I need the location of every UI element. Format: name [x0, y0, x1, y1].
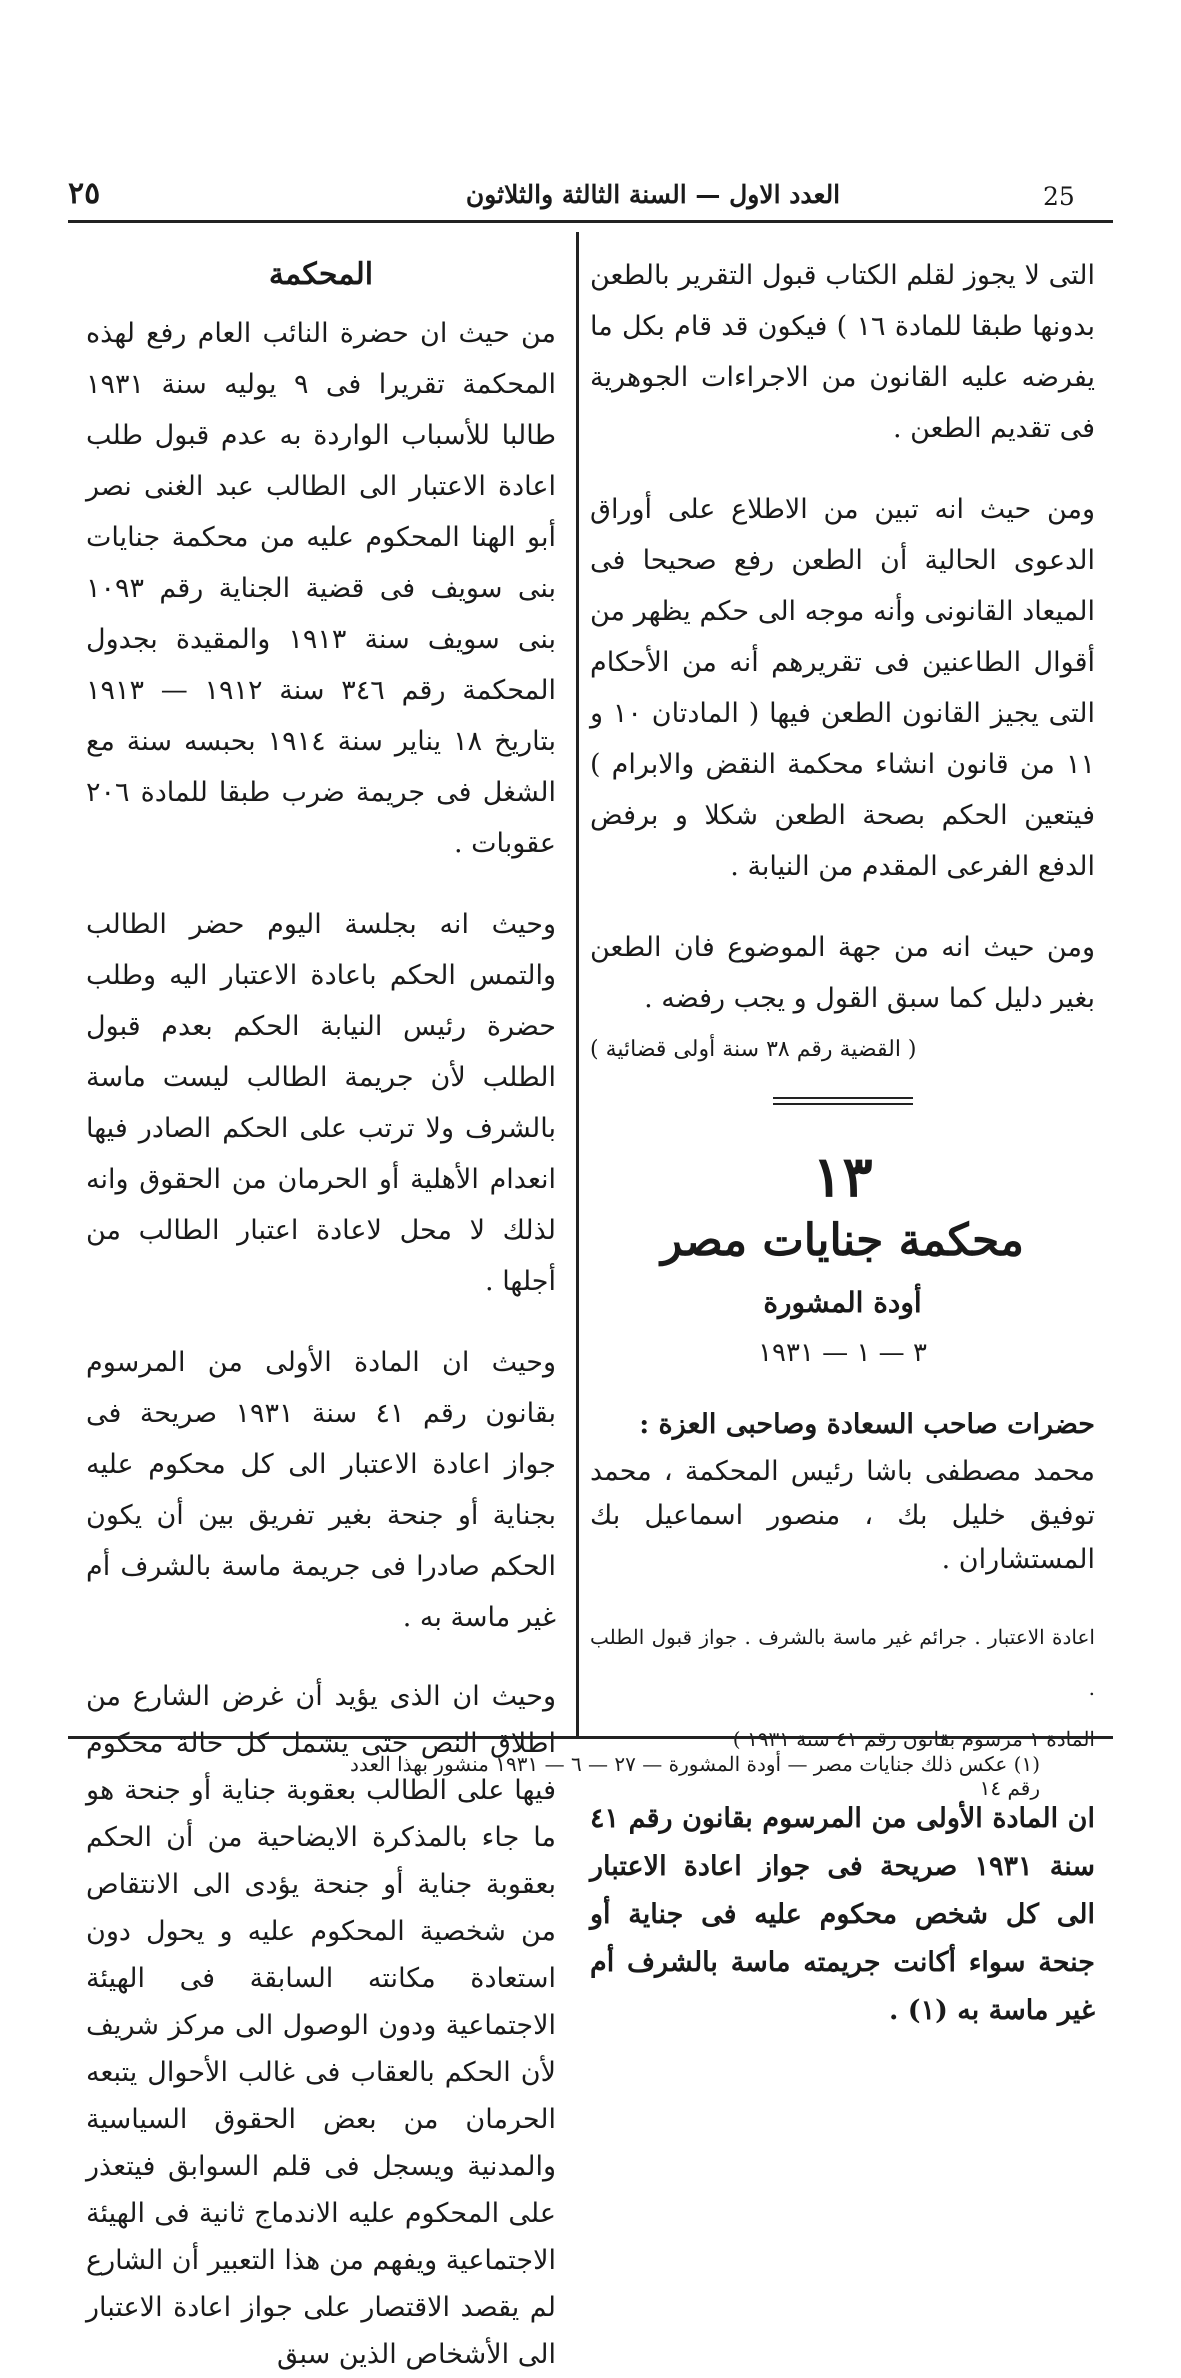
judges-intro: حضرات صاحب السعادة وصاحبى العزة : — [639, 1409, 1095, 1440]
court-name: محكمة جنايات مصر — [661, 1215, 1024, 1266]
case-number: ١٣ — [812, 1144, 873, 1210]
header-rule — [68, 220, 1113, 223]
principle: ان المادة الأولى من المرسوم بقانون رقم ٤١ سنة ١٩٣١ صريحة فى جواز اعادة الاعتبار الى كل شخص محكوم عليه فى جناية أو جنحة سواء أكانت جريمته ماسة بالشرف أم غير ماسة به (١) . — [590, 1803, 1095, 2026]
case-reference: ( القضية رقم ٣٨ سنة أولى قضائية ) — [590, 1037, 917, 1062]
column-divider — [576, 232, 579, 1737]
page-header — [68, 176, 1108, 216]
judges-list: محمد مصطفى باشا رئيس المحكمة ، محمد توفيق خليل بك ، منصور اسماعيل بك المستشاران . — [590, 1456, 1095, 1575]
footnote: (١) عكس ذلك جنايات مصر — أودة المشورة — ٢٧ — ٦ — ١٩٣١ منشور بهذا العدد رقم ١٤ — [350, 1752, 1040, 1800]
footnote-rule — [68, 1736, 1113, 1739]
section-ornament — [773, 1097, 913, 1105]
paragraph: ومن حيث انه من جهة الموضوع فان الطعن بغير دليل كما سبق القول و يجب رفضه . — [590, 932, 1095, 1014]
article-reference: المادة ١ مرسوم بقانون رقم ٤١ سنة ١٩٣١ ) — [732, 1727, 1095, 1751]
paragraph: التى لا يجوز لقلم الكتاب قبول التقرير بالطعن بدونها طبقا للمادة ١٦ ) فيكون قد قام بكل ما يفرضه عليه القانون من الاجراءات الجوهرية فى تقديم الطعن . — [590, 260, 1096, 444]
page-number-latin: 25 — [1043, 182, 1075, 211]
running-title: العدد الاول — السنة الثالثة والثلاثون — [465, 180, 841, 209]
paragraph: من حيث ان حضرة النائب العام رفع لهذه المحكمة تقريرا فى ٩ يوليه سنة ١٩٣١ طالبا للأسباب الواردة به عدم قبول طلب اعادة الاعتبار الى الطالب عبد الغنى نصر أبو الهنا المحكوم عليه من محكمة جنايات بنى سويف فى قضية الجناية رقم ١٠٩٣ بنى سويف سنة ١٩١٣ والمقيدة بجدول المحكمة رقم ٣٤٦ سنة ١٩١٢ — ١٩١٣ بتاريخ ١٨ يناير سنة ١٩١٤ بحبسه سنة مع الشغل فى جريمة ضرب طبقا للمادة ٢٠٦ عقوبات . — [86, 318, 556, 859]
page-number-arabic: ٢٥ — [68, 176, 101, 211]
paragraph: وحيث ان المادة الأولى من المرسوم بقانون رقم ٤١ سنة ١٩٣١ صريحة فى جواز اعادة الاعتبار الى كل محكوم عليه بجناية أو جنحة بغير تفريق بين أن يكون الحكم صادرا فى جريمة ماسة بالشرف أم غير ماسة به . — [86, 1347, 556, 1633]
paragraph: وحيث انه بجلسة اليوم حضر الطالب والتمس الحكم باعادة الاعتبار اليه وطلب حضرة رئيس النيابة الحكم بعدم قبول الطلب لأن جريمة الطالب ليست ماسة بالشرف ولا ترتب على الحكم الصادر فيها انعدام الأهلية أو الحرمان من الحقوق وانه لذلك لا محل لاعادة اعتبار الطالب من أجلها . — [86, 909, 556, 1297]
section-heading: المحكمة — [268, 257, 374, 292]
chamber-name: أودة المشورة — [763, 1286, 922, 1319]
left-column — [86, 250, 556, 2378]
decision-date: ٣ — ١ — ١٩٣١ — [758, 1338, 927, 1368]
keywords: اعادة الاعتبار . جرائم غير ماسة بالشرف . جواز قبول الطلب . — [590, 1625, 1095, 1700]
paragraph: ومن حيث انه تبين من الاطلاع على أوراق الدعوى الحالية أن الطعن رفع صحيحا فى الميعاد القانونى وأنه موجه الى حكم يظهر من أقوال الطاعنين فى تقريرهم أنه من الأحكام التى يجيز القانون الطعن فيها ( المادتان ١٠ و ١١ من قانون انشاء محكمة النقض والابرام ) فيتعين الحكم بصحة الطعن شكلا و برفض الدفع الفرعى المقدم من النيابة . — [590, 494, 1095, 882]
paragraph: وحيث ان الذى يؤيد أن غرض الشارع من اطلاق النص حتى يشمل كل حالة محكوم فيها على الطالب بعقوبة جناية أو جنحة هو ما جاء بالمذكرة الايضاحية من أن الحكم بعقوبة جناية أو جنحة يؤدى الى الانتقاص من شخصية المحكوم عليه و يحول دون استعادة مكانته السابقة فى الهيئة الاجتماعية ودون الوصول الى مركز شريف لأن الحكم بالعقاب فى غالب الأحوال يتبعه الحرمان من بعض الحقوق السياسية والمدنية ويسجل فى قلم السوابق فيتعذر على المحكوم عليه الاندماج ثانية فى الهيئة الاجتماعية ويفهم من هذا التعبير أن الشارع لم يقصد الاقتصار على جواز اعادة الاعتبار الى الأشخاص الذين سبق — [86, 1681, 556, 2370]
